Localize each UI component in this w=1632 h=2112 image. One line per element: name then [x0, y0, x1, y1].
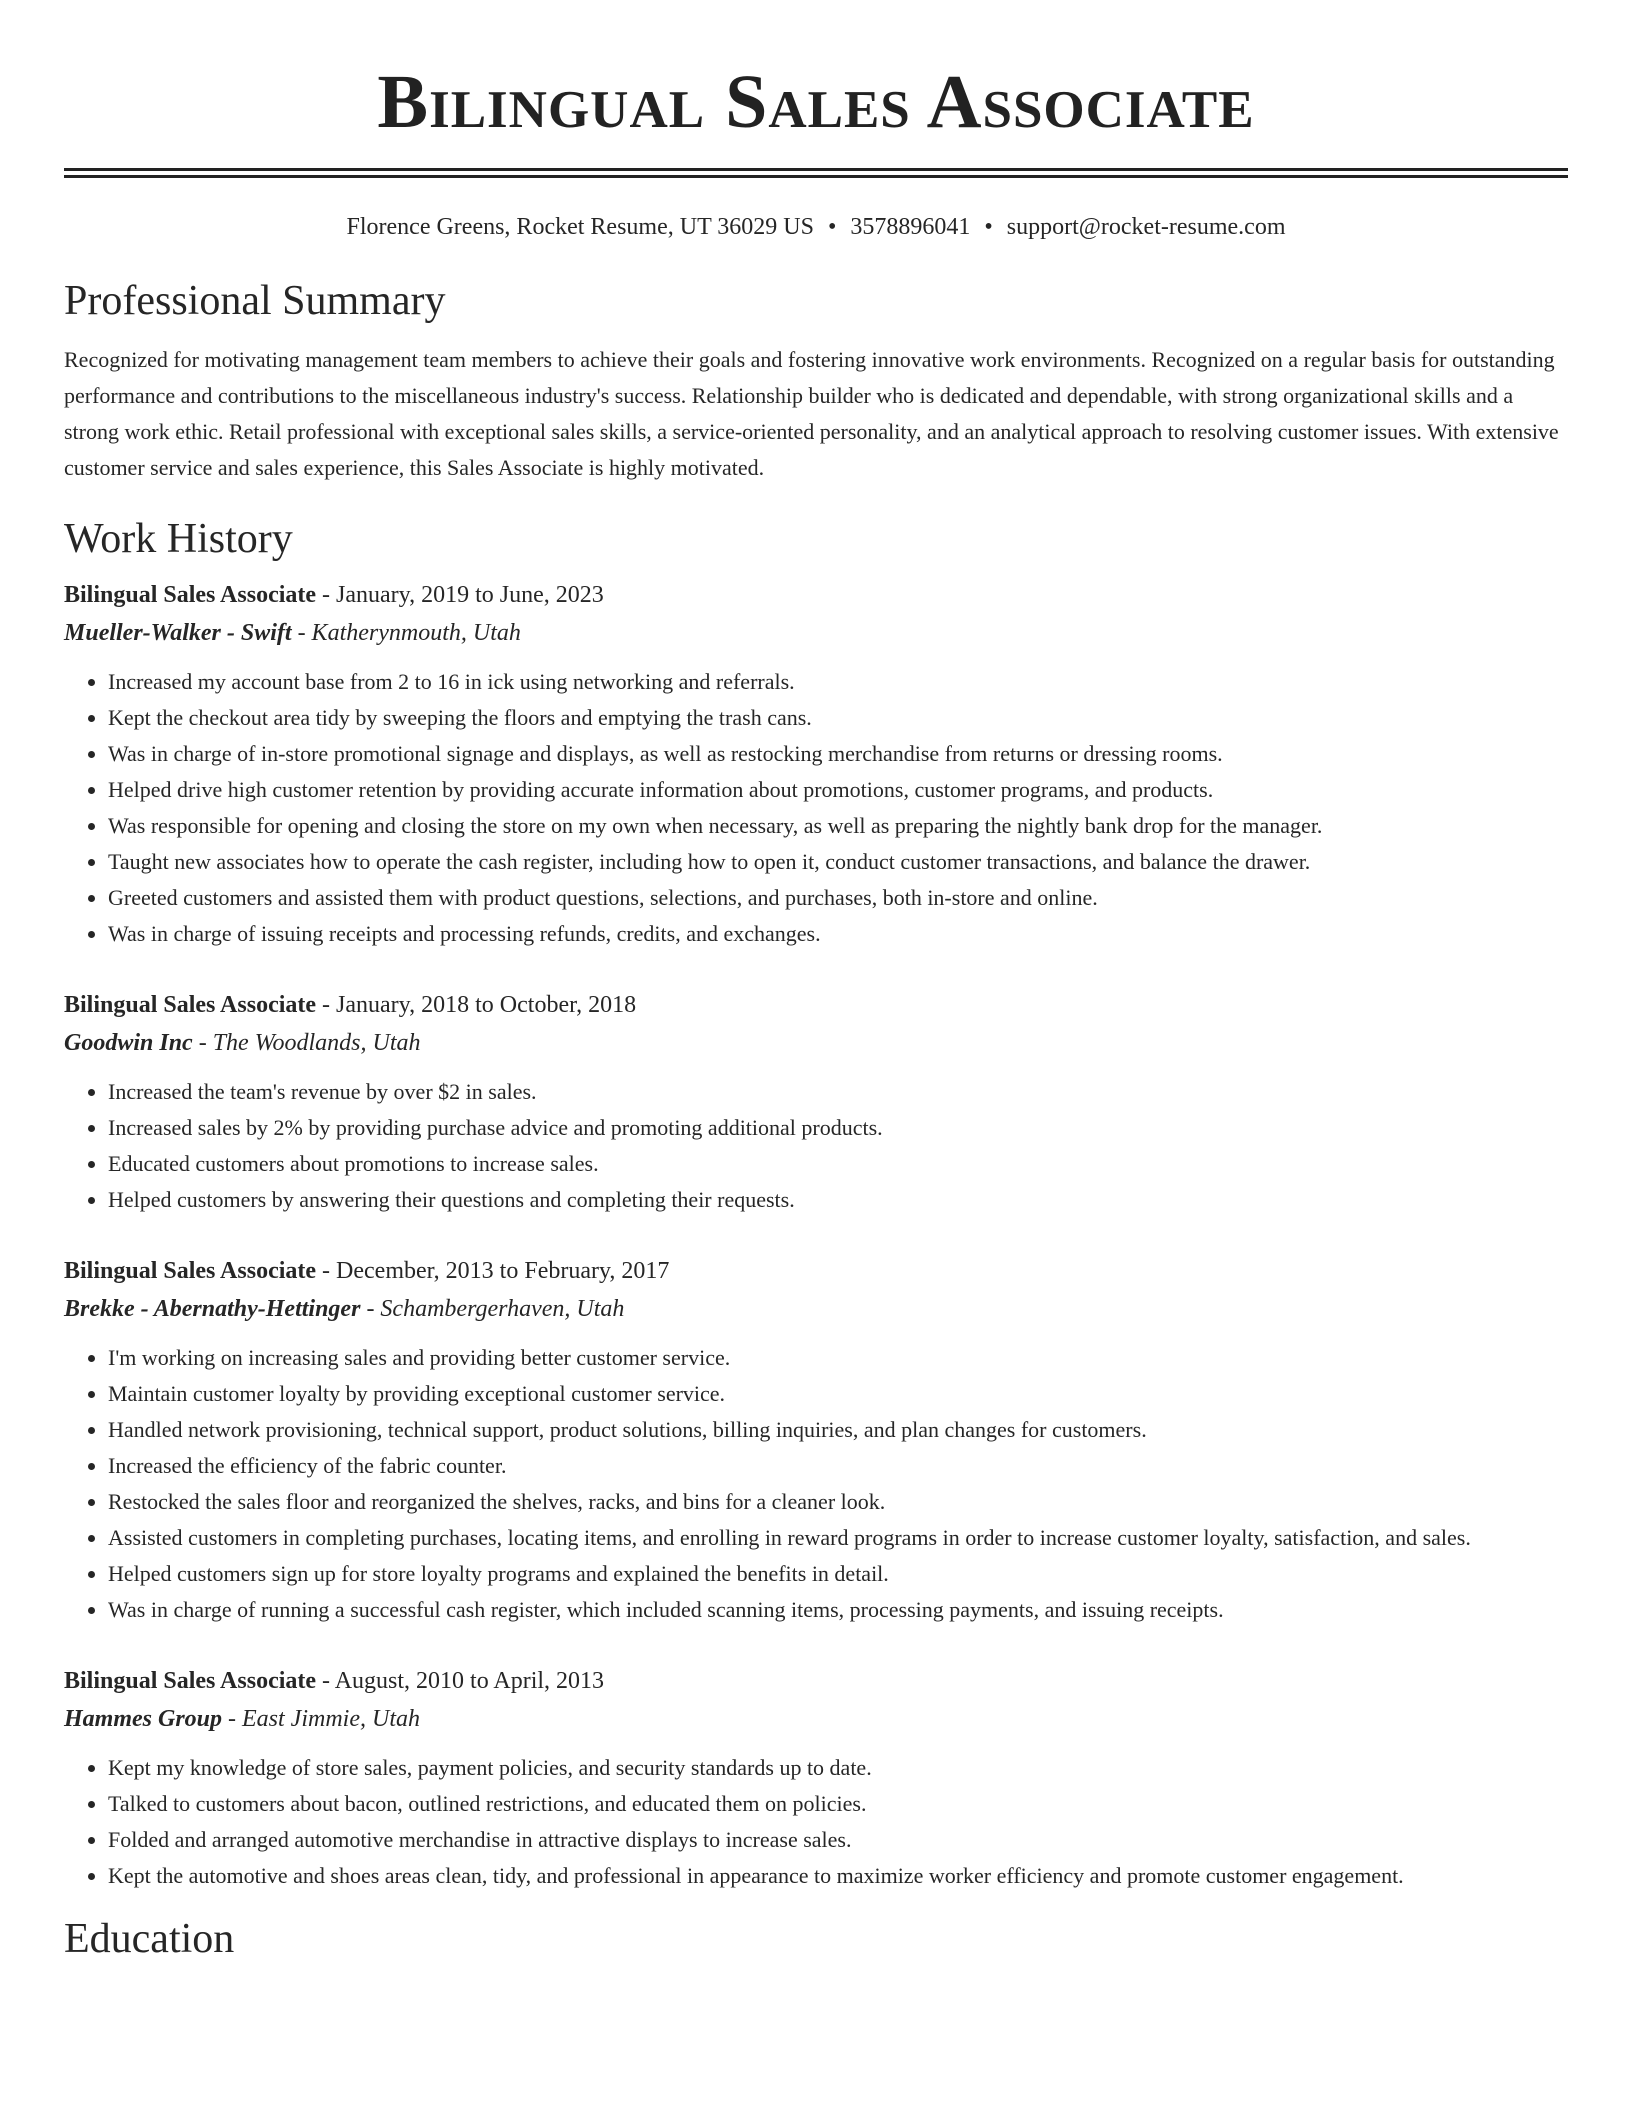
- job-title: Bilingual Sales Associate: [64, 1668, 317, 1694]
- list-item: • Kept the automotive and shoes areas clean, tidy, and professional in appearance to maximize worker efficiency and promote customer engagement.: [108, 1858, 1568, 1894]
- job-entry: [64, 576, 1568, 952]
- contact-separator: •: [984, 214, 993, 240]
- list-item: • Restocked the sales floor and reorganized the shelves, racks, and bins for a cleaner look.: [108, 1484, 1568, 1520]
- job-company-line: [64, 614, 1568, 652]
- list-item: • Helped customers by answering their questions and completing their requests.: [108, 1182, 1568, 1218]
- contact-email: support@rocket-resume.com: [1006, 214, 1286, 240]
- summary-heading: Professional Summary: [64, 278, 446, 324]
- job-title: Bilingual Sales Associate: [64, 582, 317, 608]
- job-company-line: [64, 1290, 1568, 1328]
- job-company-line: [64, 1024, 1568, 1062]
- list-item: • Maintain customer loyalty by providing exceptional customer service.: [108, 1376, 1568, 1412]
- list-item: • Increased the efficiency of the fabric counter.: [108, 1448, 1568, 1484]
- list-item: • Handled network provisioning, technical support, product solutions, billing inquiries, and plan changes for customers.: [108, 1412, 1568, 1448]
- job-location: - East Jimmie, Utah: [222, 1706, 420, 1732]
- job-location: - Schambergerhaven, Utah: [360, 1296, 625, 1322]
- contact-line: [64, 212, 1568, 242]
- list-item: • Helped customers sign up for store loyalty programs and explained the benefits in detail.: [108, 1556, 1568, 1592]
- job-bullet-list: [64, 1750, 1568, 1894]
- contact-phone: 3578896041: [850, 214, 971, 240]
- list-item: • Kept the checkout area tidy by sweeping the floors and emptying the trash cans.: [108, 700, 1568, 736]
- job-bullet-list: [64, 1340, 1568, 1628]
- job-dates: - January, 2018 to October, 2018: [316, 992, 637, 1018]
- job-entry: [64, 1662, 1568, 1894]
- job-bullet-list: [64, 1074, 1568, 1218]
- list-item: • Was in charge of in-store promotional signage and displays, as well as restocking merchandise from returns or dressing rooms.: [108, 736, 1568, 772]
- contact-separator: •: [827, 214, 837, 240]
- job-title-line: [64, 986, 1568, 1024]
- list-item: • I'm working on increasing sales and providing better customer service.: [108, 1340, 1568, 1376]
- list-item: • Was in charge of running a successful cash register, which included scanning items, processing payments, and issuing receipts.: [108, 1592, 1568, 1628]
- job-dates: - January, 2019 to June, 2023: [316, 582, 604, 608]
- job-company: Brekke - Abernathy-Hettinger: [64, 1296, 361, 1322]
- job-location: - Katherynmouth, Utah: [291, 620, 521, 646]
- list-item: • Increased my account base from 2 to 16 in ick using networking and referrals.: [108, 664, 1568, 700]
- list-item: • Taught new associates how to operate the cash register, including how to open it, conduct customer transactions, and balance the drawer.: [108, 844, 1568, 880]
- list-item: • Kept my knowledge of store sales, payment policies, and security standards up to date.: [108, 1750, 1568, 1786]
- resume-page: [64, 0, 1568, 1962]
- list-item: • Educated customers about promotions to increase sales.: [108, 1146, 1568, 1182]
- list-item: • Greeted customers and assisted them with product questions, selections, and purchases, both in-store and online.: [108, 880, 1568, 916]
- job-company: Hammes Group: [64, 1706, 223, 1732]
- job-dates: - December, 2013 to February, 2017: [316, 1258, 670, 1284]
- job-title-line: [64, 576, 1568, 614]
- job-title-line: [64, 1662, 1568, 1700]
- job-entry: [64, 986, 1568, 1218]
- job-title: Bilingual Sales Associate: [64, 992, 317, 1018]
- summary-text: Recognized for motivating management team members to achieve their goals and fostering innovative work environments. Recognized on a regular basis for outstanding performance and contributions to the miscellaneous industry's success. Relationship builder who is dedicated and dependable, with strong organizational skills and a strong work ethic. Retail professional with exceptional sales skills, a service-oriented personality, and an analytical approach to resolving customer issues. With extensive customer service and sales experience, this Sales Associate is highly motivated.: [64, 347, 1559, 480]
- list-item: • Assisted customers in completing purchases, locating items, and enrolling in reward programs in order to increase customer loyalty, satisfaction, and sales.: [108, 1520, 1568, 1556]
- education-heading: Education: [64, 1916, 235, 1962]
- work-history-heading: Work History: [64, 516, 293, 562]
- resume-title: Bilingual Sales Associate: [377, 60, 1255, 144]
- list-item: • Talked to customers about bacon, outlined restrictions, and educated them on policies.: [108, 1786, 1568, 1822]
- job-company-line: [64, 1700, 1568, 1738]
- job-title-line: [64, 1252, 1568, 1290]
- job-company: Goodwin Inc: [64, 1030, 193, 1056]
- title-double-rule: [64, 168, 1568, 178]
- job-bullet-list: [64, 664, 1568, 952]
- job-entry: [64, 1252, 1568, 1628]
- job-dates: - August, 2010 to April, 2013: [316, 1668, 605, 1694]
- list-item: • Increased the team's revenue by over $2 in sales.: [108, 1074, 1568, 1110]
- list-item: • Increased sales by 2% by providing purchase advice and promoting additional products.: [108, 1110, 1568, 1146]
- job-company: Mueller-Walker - Swift: [64, 620, 292, 646]
- list-item: • Was responsible for opening and closing the store on my own when necessary, as well as preparing the nightly bank drop for the manager.: [108, 808, 1568, 844]
- list-item: • Helped drive high customer retention by providing accurate information about promotions, customer programs, and products.: [108, 772, 1568, 808]
- list-item: • Was in charge of issuing receipts and processing refunds, credits, and exchanges.: [108, 916, 1568, 952]
- job-title: Bilingual Sales Associate: [64, 1258, 317, 1284]
- list-item: • Folded and arranged automotive merchandise in attractive displays to increase sales.: [108, 1822, 1568, 1858]
- job-location: - The Woodlands, Utah: [192, 1030, 421, 1056]
- contact-address: Florence Greens, Rocket Resume, UT 36029 US: [346, 214, 814, 240]
